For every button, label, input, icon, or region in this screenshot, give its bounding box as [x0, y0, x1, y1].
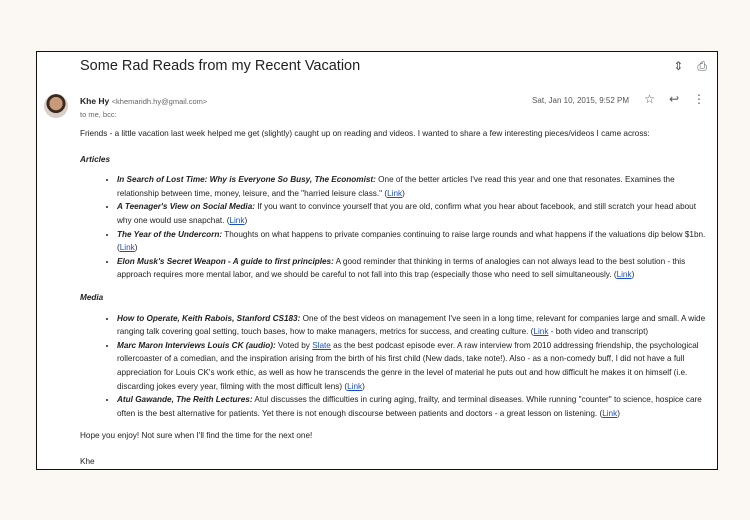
more-icon[interactable]: ⋮	[693, 92, 705, 106]
email-body	[80, 127, 712, 480]
list-item: • A Teenager's View on Social Media: If you want to convince yourself that you are old, confirm what you hear about facebook, and still scratch your head about why one would use snapchat. (Link)	[117, 200, 712, 227]
avatar	[44, 94, 68, 118]
list-item: • The Year of the Undercorn: Thoughts on what happens to private companies continuing to raise large rounds and what happens if the valuations dip below $1bn. (Link)	[117, 228, 712, 255]
intro: Friends - a little vacation last week helped me get (slightly) caught up on reading and videos. I wanted to share a few interesting pieces/videos I came across:	[80, 129, 650, 138]
articles-list	[80, 173, 712, 282]
media-heading: Media	[80, 292, 104, 302]
email-view	[36, 51, 718, 470]
media-list	[80, 312, 712, 421]
sender-email: <khemaridh.hy@gmail.com>	[111, 97, 208, 106]
slate-link[interactable]: Slate	[312, 340, 331, 350]
print-icon[interactable]: ⎙	[697, 59, 707, 73]
list-item: • Atul Gawande, The Reith Lectures: Atul discusses the difficulties in curing aging, frailty, and terminal diseases. While running "counter" to science, hospice care often is the best alternative for patients. Yet there is not enough discourse between patients and doctors - a great lesson on listening. (Link)	[117, 393, 712, 420]
recipients[interactable]: to me, bcc:	[80, 110, 117, 119]
link[interactable]: Link	[119, 243, 135, 253]
link[interactable]: Link	[602, 408, 618, 418]
signature: Khe	[80, 456, 95, 466]
list-item: • Marc Maron Interviews Louis CK (audio): Voted by Slate as the best podcast episode ever. A raw interview from 2010 addressing friendship, the psychological rollercoaster of a comedian, and the inspiration arising from the birth of his first child (New dads, take note!). Also - as a non-comedy buff, I did not have a full appreciation for Louis CK's work ethic, as well as how he transcends the genre in the level of material he puts out and how difficult he makes it on himself (i.e. discarding jokes every year, filming with the most difficult lens) (Link)	[117, 339, 712, 393]
sender-name: Khe Hy	[80, 96, 110, 106]
list-item: • Elon Musk's Secret Weapon - A guide to first principles: A good reminder that thinking in terms of analogies can not always lead to the best solution - this approach requires more mental labor, and we should be careful to not fall into this trap (especially those who need to sell simultaneously. (Link)	[117, 255, 712, 282]
reply-icon[interactable]: ↩	[668, 92, 679, 106]
link[interactable]: Link	[229, 215, 245, 225]
link[interactable]: Link	[347, 381, 363, 391]
closing: Hope you enjoy! Not sure when I'll find the time for the next one!	[80, 431, 313, 441]
articles-heading: Articles	[80, 154, 111, 164]
list-item: • In Search of Lost Time: Why is Everyone So Busy, The Economist: One of the better articles I've read this year and one that resonates. Examines the relationship between time, money, leisure, and the "harried leisure class." (Link)	[117, 173, 712, 200]
email-date: Sat, Jan 10, 2015, 9:52 PM	[532, 96, 629, 105]
link[interactable]: Link	[616, 270, 632, 280]
expand-icon[interactable]: ⇕	[673, 59, 684, 73]
email-subject: Some Rad Reads from my Recent Vacation	[80, 58, 361, 74]
link[interactable]: Link	[533, 327, 549, 337]
link[interactable]: Link	[387, 188, 403, 198]
sender	[80, 96, 207, 106]
list-item: • How to Operate, Keith Rabois, Stanford CS183: One of the best videos on management I've seen in a long time, relevant for companies large and small. A wide ranging talk covering goal setting, touch bases, how to make managers, metrics for success, and creating culture. (Link - both video and transcript)	[117, 312, 712, 339]
star-icon[interactable]: ☆	[644, 92, 655, 106]
